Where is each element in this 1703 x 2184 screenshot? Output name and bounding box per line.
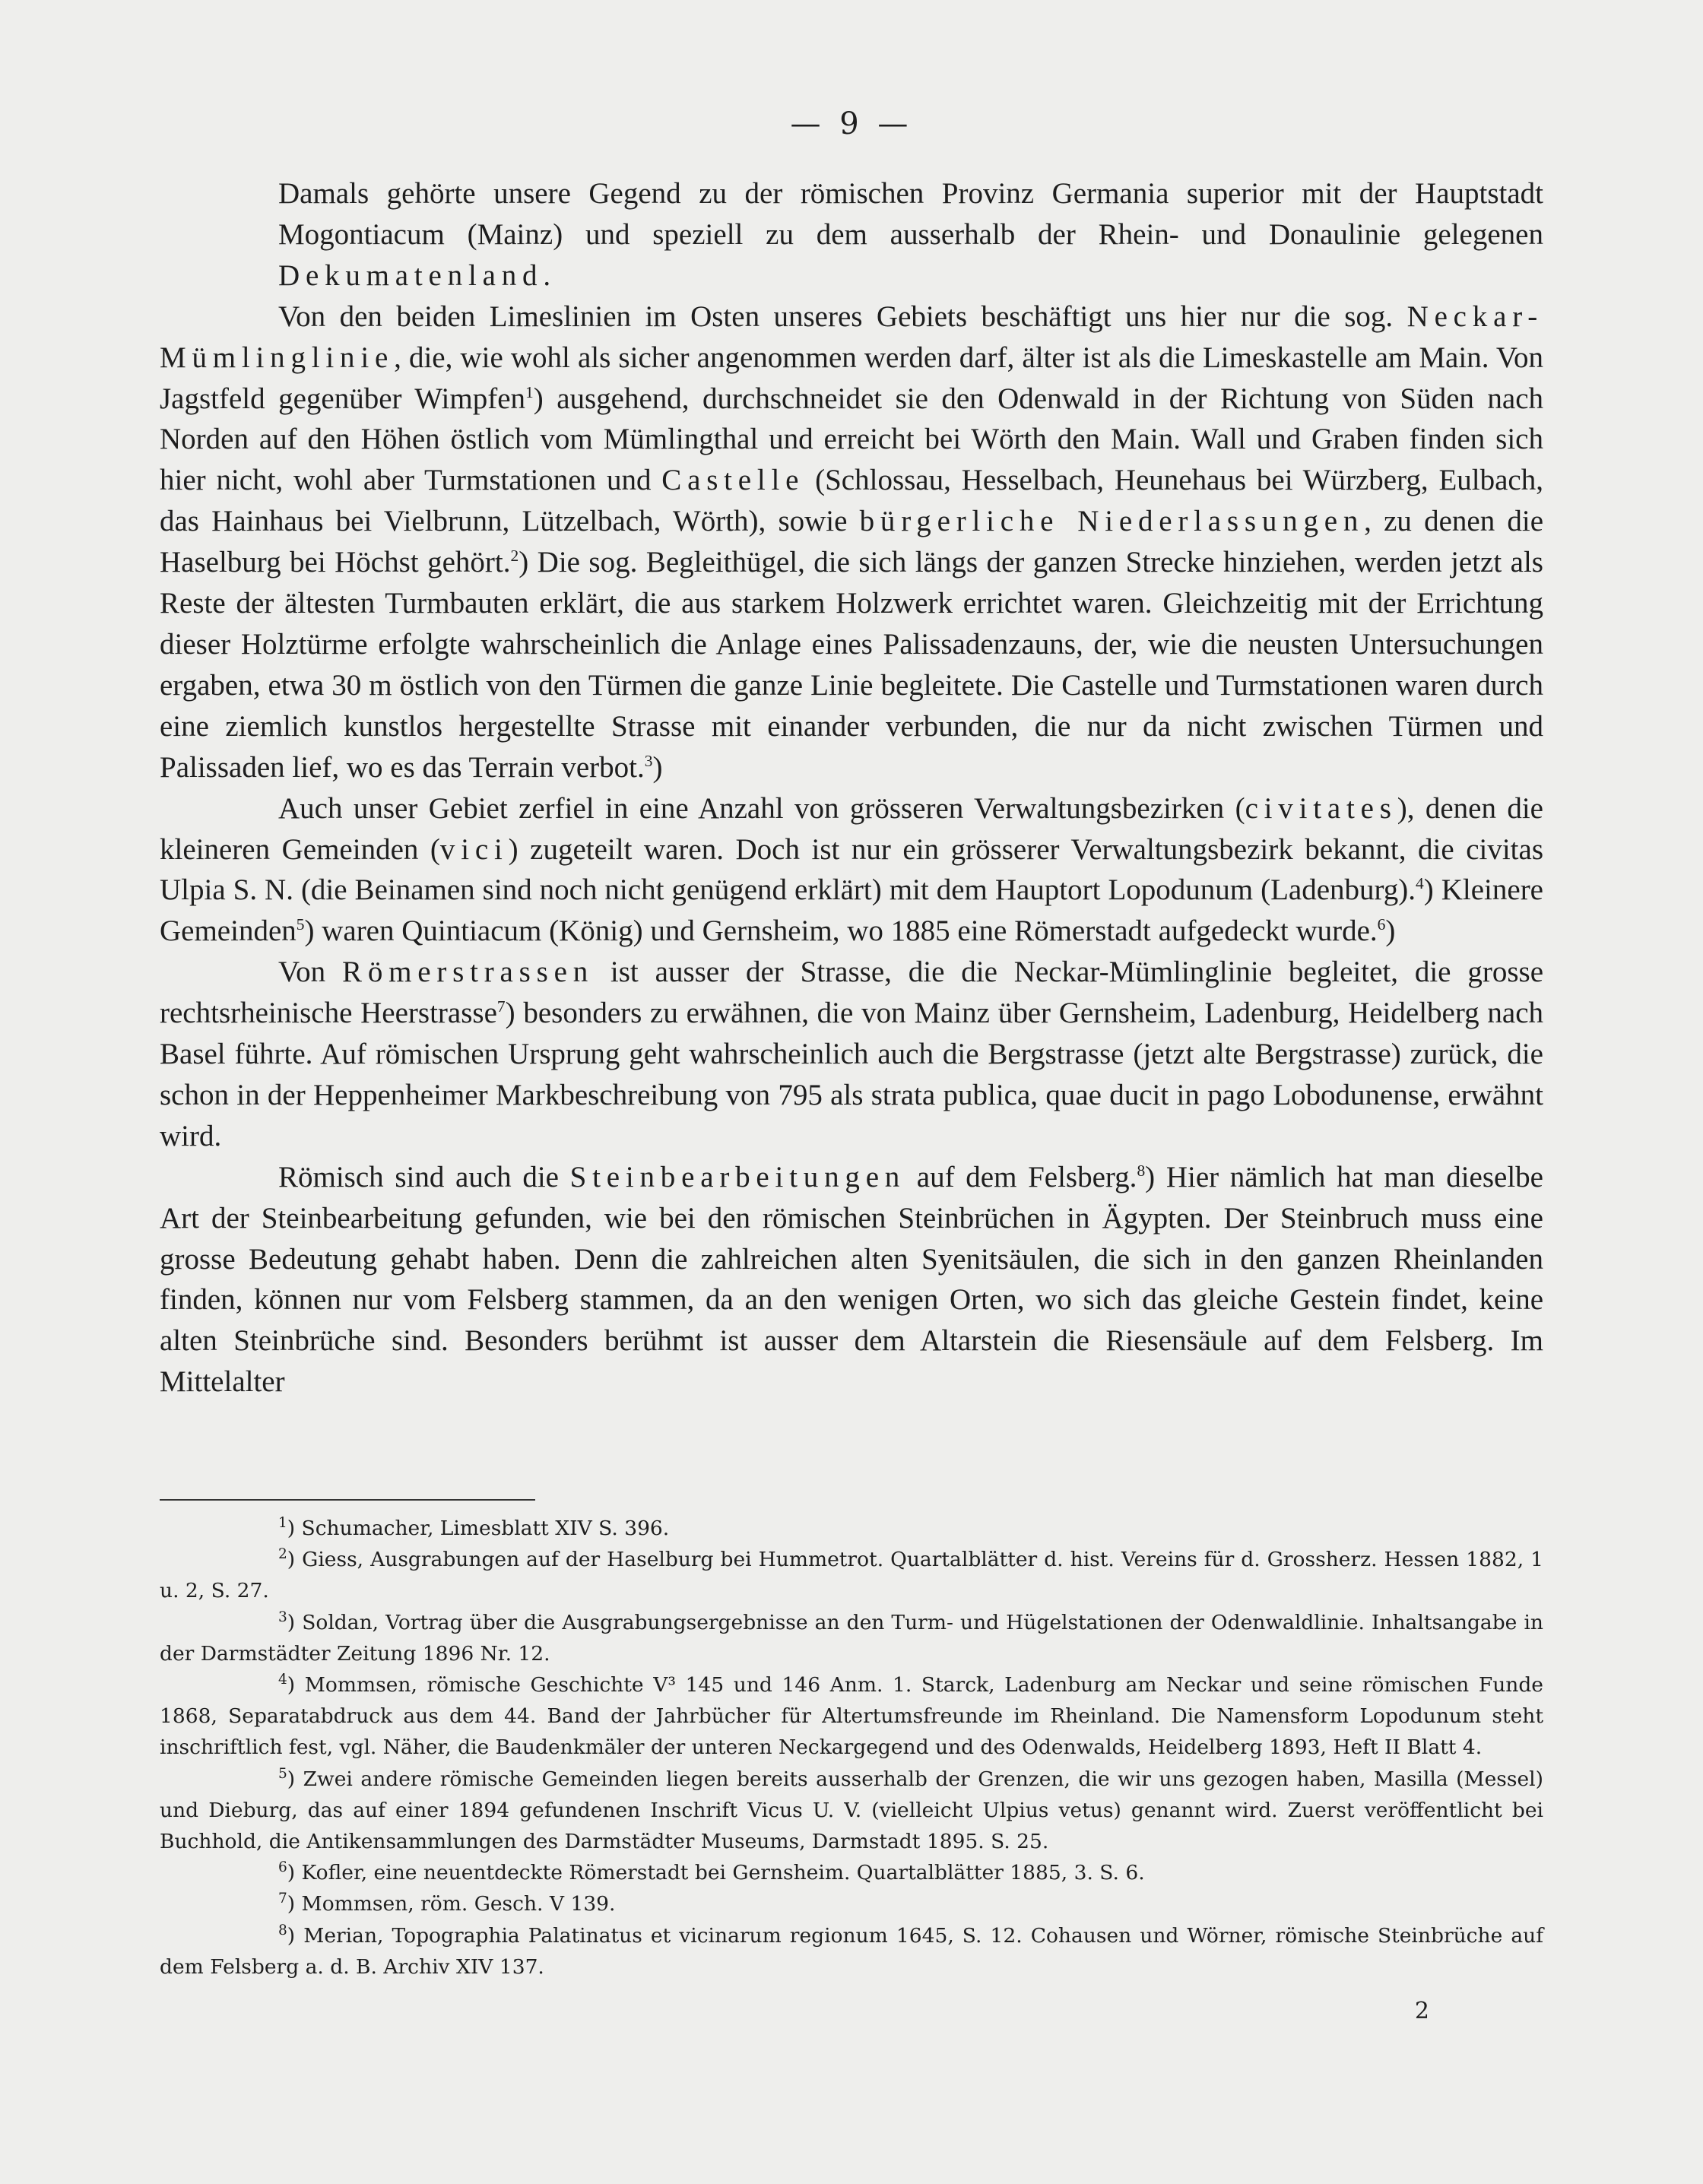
footnote-text: ) Soldan, Vortrag über die Ausgrabungsergebnisse an den Turm- und Hügelstationen der Odenwaldlinie. Inhaltsangabe in der Darmstädter Zeitung 1896 Nr. 12.: [160, 1610, 1543, 1666]
footnote-ref: 1: [525, 382, 534, 401]
paragraph-3: [160, 788, 1543, 953]
footnote-mark: 6: [278, 1859, 287, 1876]
text-run: ) zugeteilt waren. Doch ist nur ein grösserer Verwaltungsbezirk bekannt, die civitas Ulpia S. N. (die Beinamen sind noch nicht genügend erklärt) mit dem Hauptort Lopodunum (Ladenburg).: [160, 832, 1544, 907]
paragraph-4: [160, 952, 1543, 1157]
text-run: , zu denen die Haselburg bei Höchst gehört.: [160, 505, 1544, 579]
footnote-text: ) Schumacher, Limesblatt XIV S. 396.: [287, 1517, 670, 1540]
footnotes: [160, 1513, 1543, 1983]
text-run: ) Kleinere Gemeinden: [160, 873, 1543, 948]
paragraph-1: [160, 173, 1543, 296]
main-text: [160, 173, 1543, 1403]
footnote-mark: 2: [278, 1546, 287, 1563]
footnote-text: ) Merian, Topographia Palatinatus et vicinarum regionum 1645, S. 12. Cohausen und Wörner, römische Steinbrüche auf dem Felsberg a. d. B. Archiv XIV 137.: [160, 1923, 1543, 1979]
spaced-term: Castelle: [661, 464, 805, 497]
footnote-7: [160, 1888, 1543, 1919]
footnote-text: ) Kofler, eine neuentdeckte Römerstadt bei Gernsheim. Quartalblätter 1885, 3. S. 6.: [287, 1861, 1145, 1885]
footnote-mark: 5: [278, 1765, 287, 1782]
paragraph-2: [160, 296, 1543, 788]
footnote-ref: 7: [496, 997, 506, 1016]
paragraph-5: [160, 1157, 1543, 1403]
footnote-6: [160, 1857, 1543, 1888]
text-run: Von den beiden Limeslinien im Osten unseres Gebiets beschäftigt uns hier nur die sog.: [278, 300, 1407, 333]
text-run: ) waren Quintiacum (König) und Gernsheim, wo 1885 eine Römerstadt aufgedeckt wurde.: [304, 914, 1378, 948]
spaced-term: Römerstrassen: [342, 956, 595, 989]
text-run: ) ausgehend, durchschneidet sie den Odenwald in der Richtung von Süden nach Norden auf den Höhen östlich vom Mümlingthal und erreicht bei Wörth den Main. Wall und Graben finden sich hier nicht, wohl aber Turmstationen und: [160, 382, 1544, 497]
text-run: ) Hier nämlich hat man dieselbe Art der Steinbearbeitung gefunden, wie bei den römischen Steinbrüchen in Ägypten. Der Steinbruch muss eine grosse Bedeutung gehabt haben. Denn die zahlreichen alten Syenitsäulen, die sich in den ganzen Rheinlanden finden, können nur vom Felsberg stammen, da an den wenigen Orten, wo sich das gleiche Gestein findet, keine alten Steinbrüche sind. Besonders berühmt ist ausser dem Altarstein die Riesensäule auf dem Felsberg. Im Mittelalter: [160, 1160, 1543, 1399]
text-run: (Schlossau, Hesselbach, Heunehaus bei Würzberg, Eulbach, das Hainhaus bei Vielbrunn, Lützelbach, Wörth), sowie: [160, 464, 1543, 538]
text-run: .: [543, 258, 551, 292]
footnote-mark: 3: [278, 1609, 287, 1625]
text-run: Auch unser Gebiet zerfiel in eine Anzahl von grösseren Verwaltungsbezirken (: [278, 791, 1245, 825]
text-run: auf dem Felsberg.: [905, 1160, 1137, 1193]
text-run: , die, wie wohl als sicher angenommen werden darf, älter ist als die Limeskastelle am Main. Von Jagstfeld gegenüber Wimpfen: [160, 341, 1543, 415]
spaced-term: bürgerliche Niederlassungen: [859, 505, 1365, 538]
footnote-divider: [160, 1499, 535, 1501]
spaced-term: Dekumatenland: [278, 258, 544, 292]
footnote-ref: 6: [1377, 915, 1386, 934]
footnote-5: [160, 1764, 1543, 1858]
footnote-ref: 5: [296, 915, 305, 934]
footnote-text: ) Mommsen, röm. Gesch. V 139.: [287, 1892, 616, 1916]
text-run: ) Die sog. Begleithügel, die sich längs der ganzen Strecke hinziehen, werden jetzt als Reste der ältesten Turmbauten erklärt, die aus starkem Holzwerk errichtet waren. Gleichzeitig mit der Errichtung dieser Holztürme erfolgte wahrscheinlich die Anlage eines Palissadenzauns, der, wie die neusten Untersuchungen ergaben, etwa 30 m östlich von den Türmen die ganze Linie begleitete. Die Castelle und Turmstationen waren durch eine ziemlich kunstlos hergestellte Strasse mit einander verbunden, die nur da nicht zwischen Türmen und Palissaden lief, wo es das Terrain verbot.: [160, 546, 1543, 784]
text-run: ), denen die kleineren Gemeinden (: [160, 791, 1543, 866]
footnote-text: ) Zwei andere römische Gemeinden liegen bereits ausserhalb der Grenzen, die wir uns gezogen haben, Masilla (Messel) und Dieburg, das auf einer 1894 gefundenen Inschrift Vicus U. V. (vielleicht Ulpius vetus) genannt wird. Zuerst veröffentlicht bei Buchhold, die Antikensammlungen des Darmstädter Museums, Darmstadt 1895. S. 25.: [160, 1767, 1543, 1854]
footnote-mark: 7: [278, 1891, 287, 1907]
text-run: ) besonders zu erwähnen, die von Mainz über Gernsheim, Ladenburg, Heidelberg nach Basel führte. Auf römischen Ursprung geht wahrscheinlich auch die Bergstrasse (jetzt alte Bergstrasse) zurück, die schon in der Heppenheimer Markbeschreibung von 795 als strata publica, quae ducit in pago Lobodunense, erwähnt wird.: [160, 997, 1543, 1152]
footnote-ref: 3: [644, 751, 653, 770]
text-run: ist ausser der Strasse, die die Neckar-Mümlinglinie begleitet, die grosse rechtsrheinische Heerstrasse: [160, 956, 1543, 1030]
footnote-ref: 8: [1137, 1161, 1146, 1180]
footnote-2: [160, 1544, 1543, 1606]
footnote-4: [160, 1669, 1543, 1764]
signature-mark: 2: [1414, 1998, 1429, 2024]
spaced-term: vici: [439, 832, 509, 866]
text-run: ): [652, 750, 663, 784]
page-number: — 9 —: [790, 106, 913, 141]
footnote-text: ) Mommsen, römische Geschichte V³ 145 und 146 Anm. 1. Starck, Ladenburg am Neckar und seine römischen Funde 1868, Separatabdruck aus dem 44. Band der Jahrbücher für Altertumsfreunde im Rheinland. Die Namensform Lopodunum steht inschriftlich fest, vgl. Näher, die Baudenkmäler der unteren Neckargegend und des Odenwalds, Heidelberg 1893, Heft II Blatt 4.: [160, 1673, 1543, 1760]
text-run: Von: [278, 956, 343, 989]
footnote-ref: 2: [510, 547, 519, 566]
footnote-text: ) Giess, Ausgrabungen auf der Haselburg bei Hummetrot. Quartalblätter d. hist. Vereins für d. Grossherz. Hessen 1882, 1 u. 2, S. 27.: [160, 1548, 1543, 1603]
footnote-mark: 4: [278, 1672, 287, 1688]
footnote-ref: 4: [1416, 874, 1424, 893]
footnote-8: [160, 1920, 1543, 1983]
spaced-term: civitates: [1245, 791, 1397, 825]
footnote-3: [160, 1607, 1543, 1669]
text-run: ): [1385, 914, 1396, 948]
text-run: Damals gehörte unsere Gegend zu der römischen Provinz Germania superior mit der Hauptstadt Mogontiacum (Mainz) und speziell zu dem ausserhalb der Rhein- und Donaulinie gelegenen: [278, 177, 1543, 251]
footnote-mark: 1: [278, 1515, 287, 1532]
text-run: Römisch sind auch die: [278, 1160, 570, 1193]
footnote-mark: 8: [278, 1922, 287, 1938]
spaced-term: Steinbearbeitungen: [569, 1160, 906, 1193]
footnote-1: [160, 1513, 1543, 1544]
spaced-term: Neckar-Mümlinglinie: [160, 300, 1543, 374]
